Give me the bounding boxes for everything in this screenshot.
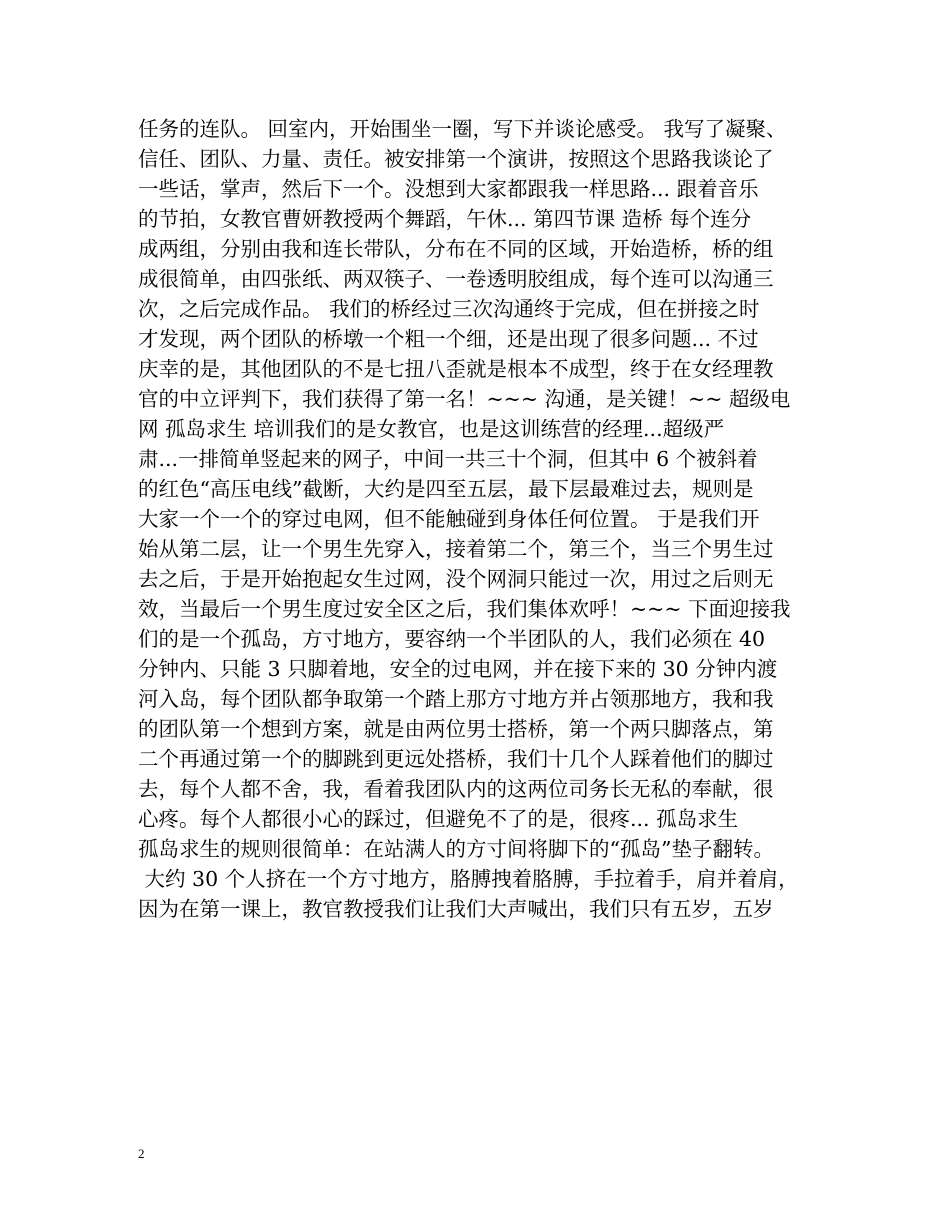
text-line: 成两组，分别由我和连长带队，分布在不同的区域，开始造桥，桥的组 xyxy=(138,237,774,261)
text-line: 官的中立评判下，我们获得了第一名！~~~ 沟通，是关键！~~ 超级电 xyxy=(138,387,791,411)
text-line: 一些话，掌声，然后下一个。没想到大家都跟我一样思路... 跟着音乐 xyxy=(138,177,759,201)
text-line: 成很简单，由四张纸、两双筷子、一卷透明胶组成，每个连可以沟通三 xyxy=(138,267,774,291)
text-line: 分钟内、只能 3 只脚着地，安全的过电网，并在接下来的 30 分钟内渡 xyxy=(138,657,778,681)
text-line: 肃...一排简单竖起来的网子，中间一共三十个洞，但其中 6 个被斜着 xyxy=(138,447,758,471)
text-line: 庆幸的是，其他团队的不是七扭八歪就是根本不成型，终于在女经理教 xyxy=(138,357,774,381)
text-line: 的节拍，女教官曹妍教授两个舞蹈，午休... 第四节课 造桥 每个连分 xyxy=(138,207,752,231)
text-line: 心疼。每个人都很小心的踩过，但避免不了的是，很疼... 孤岛求生 xyxy=(138,807,739,831)
text-line: 孤岛求生的规则很简单：在站满人的方寸间将脚下的“孤岛”垫子翻转。 xyxy=(138,837,774,861)
text-line: 河入岛，每个团队都争取第一个踏上那方寸地方并占领那地方，我和我 xyxy=(138,687,774,711)
text-line: 们的是一个孤岛，方寸地方，要容纳一个半团队的人，我们必须在 40 xyxy=(138,627,766,651)
text-line: 效，当最后一个男生度过安全区之后，我们集体欢呼！~~~ 下面迎接我 xyxy=(138,597,791,621)
text-line: 始从第二层，让一个男生先穿入，接着第二个，第三个，当三个男生过 xyxy=(138,537,774,561)
text-line: 去之后，于是开始抱起女生过网，没个网洞只能过一次，用过之后则无 xyxy=(138,567,774,591)
text-line: 去，每个人都不舍，我，看着我团队内的这两位司务长无私的奉献，很 xyxy=(138,777,774,801)
text-line: 大约 30 个人挤在一个方寸地方，胳膊拽着胳膊，手拉着手，肩并着肩， xyxy=(138,867,799,891)
text-line: 信任、团队、力量、责任。被安排第一个演讲，按照这个思路我谈论了 xyxy=(138,147,774,171)
text-line: 次，之后完成作品。 我们的桥经过三次沟通终于完成，但在拼接之时 xyxy=(138,297,760,321)
body-text xyxy=(138,114,828,924)
text-line: 二个再通过第一个的脚跳到更远处搭桥，我们十几个人踩着他们的脚过 xyxy=(138,747,774,771)
text-line: 的团队第一个想到方案，就是由两位男士搭桥，第一个两只脚落点，第 xyxy=(138,717,774,741)
text-line: 任务的连队。 回室内，开始围坐一圈，写下并谈论感受。 我写了凝聚、 xyxy=(138,117,787,141)
text-line: 因为在第一课上，教官教授我们让我们大声喊出，我们只有五岁，五岁 xyxy=(138,897,774,921)
page-number: 2 xyxy=(138,1146,145,1161)
text-line: 大家一个一个的穿过电网，但不能触碰到身体任何位置。 于是我们开 xyxy=(138,507,760,531)
text-line: 网 孤岛求生 培训我们的是女教官，也是这训练营的经理...超级严 xyxy=(138,417,725,441)
text-line: 的红色“高压电线”截断，大约是四至五层，最下层最难过去，规则是 xyxy=(138,477,754,501)
text-line: 才发现，两个团队的桥墩一个粗一个细，还是出现了很多问题... 不过 xyxy=(138,327,759,351)
